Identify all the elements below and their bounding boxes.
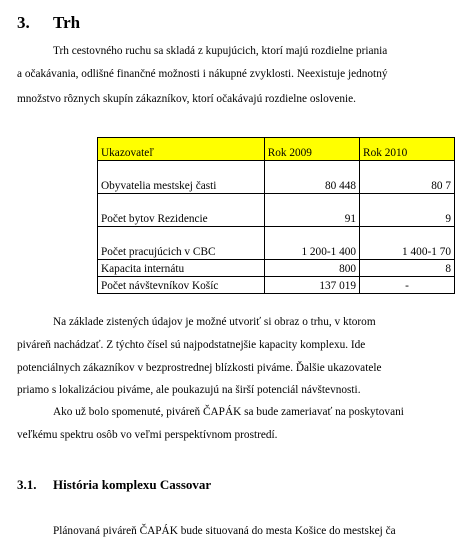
subsection-number: 3.1. bbox=[17, 477, 37, 492]
table-cell: 1 200-1 400 bbox=[264, 227, 359, 260]
market-table bbox=[97, 137, 455, 294]
paragraph-line: piváreň nachádzať. Z týchto čísel sú najpodstatnejšie kapacity komplexu. Ide bbox=[17, 339, 366, 351]
paragraph-line: množstvo rôznych skupín zákazníkov, ktorí očakávajú rozdielne oslovenie. bbox=[17, 93, 357, 105]
table-cell: 80 7 bbox=[360, 161, 455, 194]
table-row bbox=[98, 227, 455, 260]
table-header-cell: Rok 2010 bbox=[360, 138, 455, 161]
paragraph-line: Trh cestovného ruchu sa skladá z kupujúcich, ktorí majú rozdielne prianiа bbox=[53, 45, 388, 57]
table-cell: Kapacita internátu bbox=[98, 260, 265, 277]
table-cell: 80 448 bbox=[264, 161, 359, 194]
section-number: 3. bbox=[17, 13, 30, 32]
table-cell: 800 bbox=[264, 260, 359, 277]
table-row bbox=[98, 277, 455, 294]
table-cell: 9 bbox=[360, 194, 455, 227]
table-header-row bbox=[98, 138, 455, 161]
section-heading bbox=[17, 13, 80, 33]
paragraph-line: veľkému spektru osôb vo veľmi perspektívnom prostredí. bbox=[17, 429, 278, 441]
subsection-heading bbox=[17, 477, 211, 493]
table-row bbox=[98, 260, 455, 277]
table-header-cell: Ukazovateľ bbox=[98, 138, 265, 161]
paragraph-line: Plánovaná piváreň ČAPÁK bude situovaná do mesta Košice do mestskej ča bbox=[53, 525, 396, 537]
table-cell: Počet návštevníkov Košíc bbox=[98, 277, 265, 294]
paragraph-line: potenciálnych zákazníkov v bezprostrednej blízkosti piváme. Ďalšie ukazovatele bbox=[17, 362, 382, 374]
table-cell: 1 400-1 70 bbox=[360, 227, 455, 260]
paragraph-line: priamo s lokalizáciou piváme, ale poukazujú na širší potenciál návštevnosti. bbox=[17, 384, 361, 396]
table-cell: Počet pracujúcich v CBC bbox=[98, 227, 265, 260]
table-cell: 8 bbox=[360, 260, 455, 277]
table-row bbox=[98, 161, 455, 194]
table-header-cell: Rok 2009 bbox=[264, 138, 359, 161]
section-title: Trh bbox=[53, 13, 81, 32]
table-cell: 91 bbox=[264, 194, 359, 227]
table-cell: Obyvatelia mestskej časti bbox=[98, 161, 265, 194]
table-row bbox=[98, 194, 455, 227]
paragraph-line: a očakávania, odlišné finančné možnosti i nákupné zvyklosti. Neexistuje jednotný bbox=[17, 68, 388, 80]
paragraph-line: Ako už bolo spomenuté, piváreň ČAPÁK sa bude zameriavať na poskytovani bbox=[53, 406, 404, 418]
table-cell: Počet bytov Rezidencie bbox=[98, 194, 265, 227]
table-cell: - bbox=[360, 277, 455, 294]
paragraph-line: Na základe zistených údajov je možné utvoriť si obraz o trhu, v ktorom bbox=[53, 316, 376, 328]
table-cell: 137 019 bbox=[264, 277, 359, 294]
subsection-title: História komplexu Cassovar bbox=[53, 477, 212, 492]
